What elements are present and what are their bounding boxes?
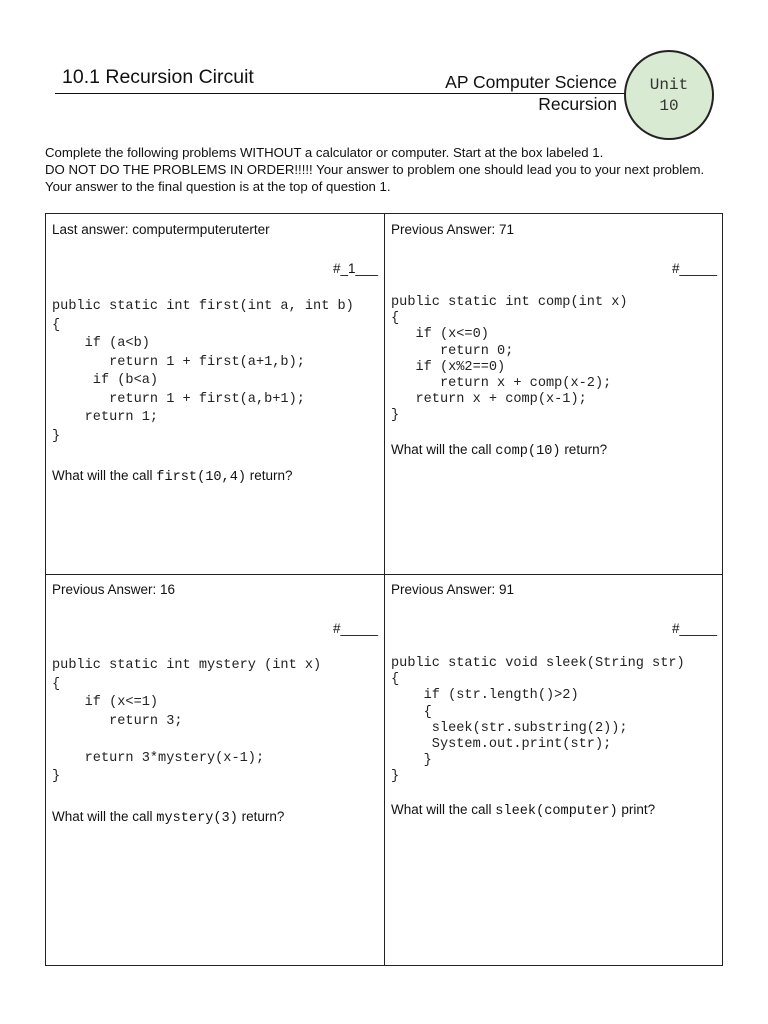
code-line: {: [52, 676, 61, 692]
instructions: [45, 144, 704, 195]
question-suffix: return?: [237, 809, 285, 824]
instruction-line: Your answer to the final question is at the top of question 1.: [45, 179, 391, 194]
code-line: return x + comp(x-2);: [391, 375, 612, 391]
code-line: if (str.length()>2): [391, 688, 579, 704]
problem-box: [384, 213, 723, 574]
code-line: return 0;: [391, 343, 514, 359]
code-line: if (b<a): [52, 373, 159, 388]
instruction-line: DO NOT DO THE PROBLEMS IN ORDER!!!!! Your answer to problem one should lead you to your next problem.: [45, 162, 705, 177]
code-line: {: [391, 704, 432, 720]
code-block: [391, 295, 628, 425]
unit-badge-label: Unit: [649, 75, 689, 94]
problem-box: [45, 574, 384, 966]
code-line: return 1 + first(a,b+1);: [52, 391, 305, 407]
unit-badge: [624, 50, 714, 140]
question-prefix: What will the call: [391, 442, 496, 457]
question-text: [391, 802, 655, 820]
code-line: public static void sleek(String str): [391, 656, 685, 671]
question-prefix: What will the call: [52, 468, 157, 483]
previous-answer-label: Previous Answer: 71: [391, 222, 515, 237]
topic-name: Recursion: [538, 94, 617, 114]
code-line: {: [52, 317, 61, 333]
worksheet-title: 10.1 Recursion Circuit: [62, 66, 254, 88]
code-line: System.out.print(str);: [391, 736, 612, 752]
question-call-code: sleek(computer): [495, 804, 618, 819]
previous-answer-label: Last answer: computermputeruterter: [52, 222, 270, 237]
unit-badge-number: 10: [659, 96, 679, 115]
code-line: if (x%2==0): [391, 359, 506, 375]
question-suffix: return?: [246, 468, 293, 483]
code-line: return x + comp(x-1);: [391, 392, 587, 408]
problem-number: #_____: [671, 261, 717, 276]
code-line: if (a<b): [52, 336, 150, 351]
previous-answer-label: Previous Answer: 91: [391, 582, 515, 597]
question-suffix: return?: [560, 442, 608, 457]
question-text: [391, 442, 607, 460]
code-line: return 3;: [52, 713, 183, 729]
instruction-line: Complete the following problems WITHOUT a calculator or computer. Start at the box labeled 1.: [45, 145, 604, 160]
code-line: {: [391, 672, 400, 688]
code-line: }: [391, 769, 400, 785]
problem-box: [384, 574, 723, 966]
problem-box: [45, 213, 384, 574]
question-text: [52, 468, 293, 486]
code-line: if (x<=0): [391, 327, 489, 343]
problem-number: #_____: [671, 621, 717, 636]
problem-number: #_____: [332, 621, 378, 636]
question-call-code: comp(10): [495, 444, 561, 459]
course-name: AP Computer Science: [445, 72, 617, 92]
question-text: [52, 809, 284, 827]
code-line: }: [52, 769, 61, 784]
code-line: if (x<=1): [52, 695, 159, 710]
code-line: {: [391, 311, 400, 327]
code-line-blank: [52, 731, 321, 750]
question-prefix: What will the call: [391, 802, 496, 817]
code-line: return 1 + first(a+1,b);: [52, 354, 305, 370]
code-line: }: [391, 408, 400, 424]
question-prefix: What will the call: [52, 809, 157, 824]
code-line: public static int mystery (int x): [52, 658, 322, 673]
question-call-code: first(10,4): [156, 470, 247, 485]
previous-answer-label: Previous Answer: 16: [52, 582, 176, 597]
question-call-code: mystery(3): [156, 811, 238, 826]
code-line: return 3*mystery(x-1);: [52, 750, 265, 766]
code-line: return 1;: [52, 410, 159, 425]
code-block: [52, 298, 354, 446]
code-line: sleek(str.substring(2));: [391, 720, 628, 736]
code-line: public static int first(int a, int b): [52, 299, 354, 314]
code-block: [391, 656, 685, 786]
code-line: }: [391, 753, 432, 769]
code-block: [52, 657, 321, 787]
problem-number: #_1___: [332, 261, 378, 276]
question-suffix: print?: [617, 802, 656, 817]
code-line: public static int comp(int x): [391, 295, 628, 310]
code-line: }: [52, 428, 61, 444]
